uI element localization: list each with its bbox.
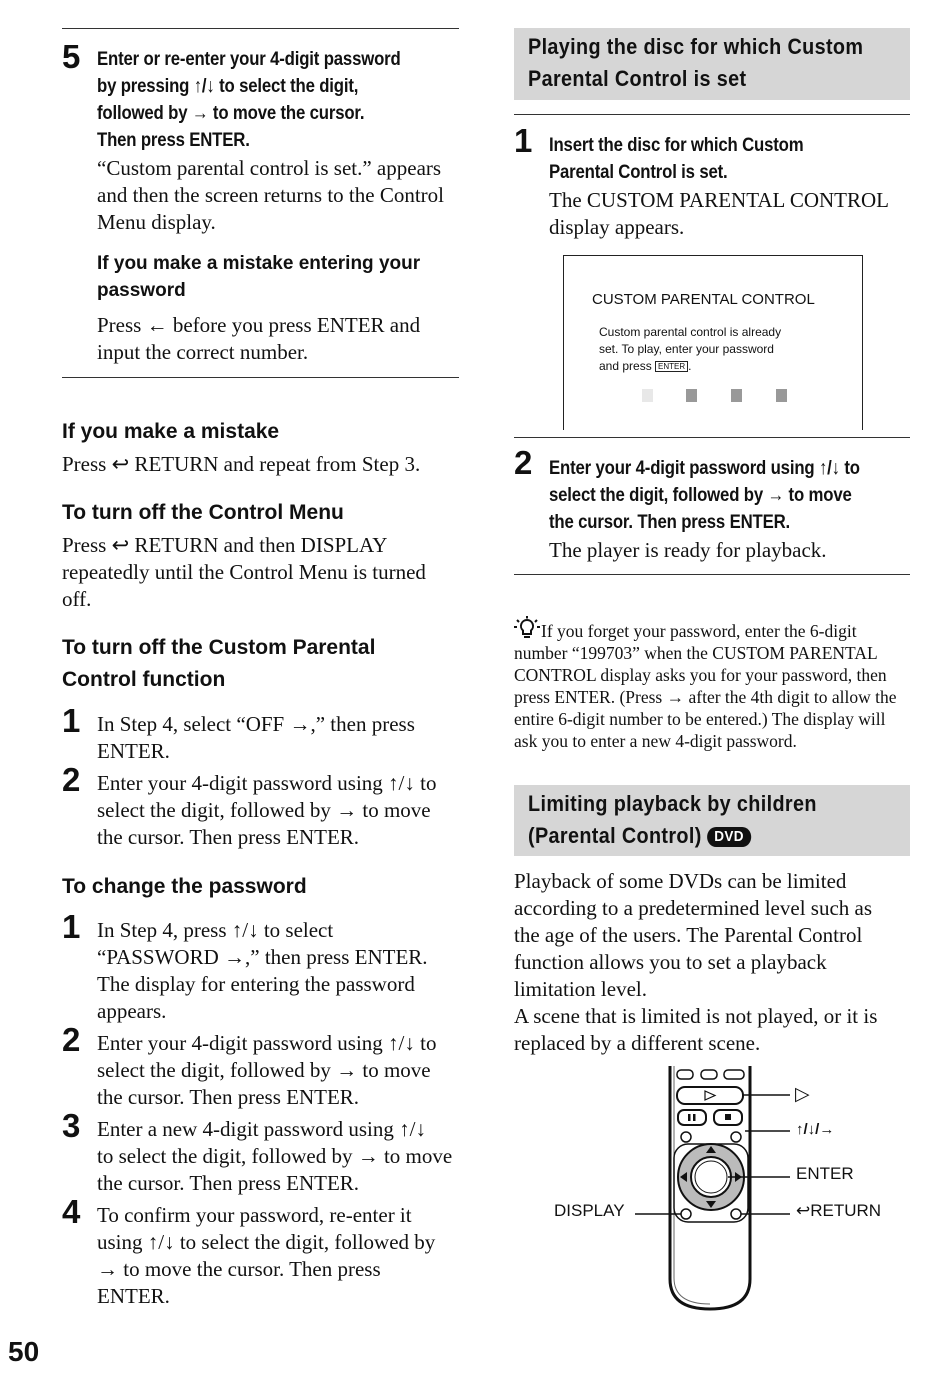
section-heading <box>62 632 375 696</box>
text-line: display appears. <box>549 215 685 239</box>
tip-text <box>514 620 897 752</box>
text-line: replaced by a different scene. <box>514 1031 761 1055</box>
step5-instruction <box>97 46 450 154</box>
text-line: A scene that is limited is not played, or it is <box>514 1004 878 1028</box>
divider <box>514 437 910 438</box>
screen-message <box>599 324 781 375</box>
step5-body <box>97 155 444 236</box>
text-line: CONTROL display asks you for your password, then <box>514 665 887 685</box>
parental-control-screen <box>563 255 863 430</box>
section-body <box>62 451 420 478</box>
text-line: Playing the disc for which Custom <box>528 34 864 59</box>
text-line: and press <box>599 359 652 373</box>
text-line: according to a predetermined level such as <box>514 896 873 920</box>
text-line: Enter your 4-digit password using ↑/↓ to <box>549 457 860 479</box>
step-number: 3 <box>62 1107 81 1144</box>
divider <box>62 377 459 378</box>
step5-mistake-body <box>97 312 420 366</box>
text-line: Enter your 4-digit password using ↑/↓ to <box>97 771 437 795</box>
dvd-badge: DVD <box>707 827 751 847</box>
text-line: the cursor. Then press ENTER. <box>549 511 791 533</box>
return-callout-label: ↩RETURN <box>796 1201 882 1220</box>
enter-key-icon: ENTER <box>655 361 688 372</box>
text-line: Press ↩ RETURN and then DISPLAY <box>62 533 388 557</box>
small-button <box>731 1132 741 1142</box>
text-line: the cursor. Then press ENTER. <box>97 1171 360 1195</box>
text-line: The display for entering the password <box>97 972 415 996</box>
text-line: Parental Control is set <box>528 66 747 91</box>
text-line: “PASSWORD →,” then press ENTER. <box>97 945 428 969</box>
divider <box>514 574 910 575</box>
step-number: 2 <box>62 761 81 798</box>
text-line: limitation level. <box>514 977 647 1001</box>
text-line: “Custom parental control is set.” appears <box>97 156 442 180</box>
section-body <box>514 868 877 1057</box>
step-instruction <box>549 455 910 536</box>
text-line: number “199703” when the CUSTOM PARENTAL <box>514 643 878 663</box>
text-line: the age of the users. The Parental Control <box>514 923 863 947</box>
step-body <box>549 187 889 241</box>
text-line: Press ← before you press ENTER and <box>97 313 421 337</box>
step-number: 5 <box>62 38 81 75</box>
text-line: entire 6-digit number to be entered.) The display will <box>514 709 886 729</box>
text-line: Playback of some DVDs can be limited <box>514 869 847 893</box>
step-text <box>97 1202 435 1310</box>
text-line: Press ↩ RETURN and repeat from Step 3. <box>62 452 421 476</box>
step-number: 1 <box>62 702 81 739</box>
text-line: Parental Control is set. <box>549 161 728 183</box>
password-digit-box <box>776 389 787 402</box>
text-line: (Parental Control) <box>528 823 702 848</box>
text-line: . <box>688 359 692 373</box>
text-line: Then press ENTER. <box>97 129 250 151</box>
text-line: to select the digit, followed by → to move <box>97 1144 453 1168</box>
text-line: Control function <box>62 668 226 691</box>
text-line: Menu display. <box>97 210 216 234</box>
step-number: 4 <box>62 1193 81 1230</box>
step-text <box>97 711 415 765</box>
section-body <box>62 532 426 613</box>
text-line: set. To play, enter your password <box>599 342 774 356</box>
text-line: password <box>97 280 186 301</box>
text-line: Enter a new 4-digit password using ↑/↓ <box>97 1117 426 1141</box>
section-title <box>528 31 901 95</box>
step-number: 2 <box>62 1021 81 1058</box>
password-digit-box <box>731 389 742 402</box>
text-line: → to move the cursor. Then press <box>97 1257 381 1281</box>
section-title <box>528 788 849 852</box>
display-button <box>681 1209 691 1219</box>
text-line: by pressing ↑/↓ to select the digit, <box>97 75 359 97</box>
screen-title: CUSTOM PARENTAL CONTROL <box>592 291 815 308</box>
text-line: ask you to enter a new 4-digit password. <box>514 731 797 751</box>
step-text <box>97 1116 452 1197</box>
text-line: using ↑/↓ to select the digit, followed by <box>97 1230 436 1254</box>
remote-control-illustration <box>540 1064 920 1314</box>
password-digit-box <box>642 389 653 402</box>
text-line: the cursor. Then press ENTER. <box>97 825 360 849</box>
arrows-callout-label: ↑/↓/→ <box>796 1121 835 1138</box>
password-digit-box <box>686 389 697 402</box>
section-heading: If you make a mistake <box>62 420 280 443</box>
text-line: select the digit, followed by → to move <box>97 1058 431 1082</box>
text-line: The player is ready for playback. <box>549 538 827 562</box>
section-heading: To change the password <box>62 875 307 898</box>
text-line: Limiting playback by children <box>528 791 817 816</box>
text-line: If you forget your password, enter the 6-digit <box>541 621 857 641</box>
text-line: select the digit, followed by → to move <box>97 798 431 822</box>
text-line: repeatedly until the Control Menu is turned <box>62 560 426 584</box>
play-callout-label: ▷ <box>795 1084 810 1105</box>
text-line: To turn off the Custom Parental <box>62 636 376 659</box>
enter-callout-label: ENTER <box>796 1164 854 1183</box>
step-instruction <box>549 132 845 186</box>
text-line: press ENTER. (Press → after the 4th digit to allow the <box>514 687 897 707</box>
text-line: ENTER. <box>97 1284 170 1308</box>
small-button <box>681 1132 691 1142</box>
divider <box>514 114 910 115</box>
step-body <box>549 537 827 564</box>
section-title-band <box>514 785 910 856</box>
text-line: If you make a mistake entering your <box>97 253 421 274</box>
text-line: Enter or re-enter your 4-digit password <box>97 48 401 70</box>
step-number: 1 <box>514 122 533 159</box>
text-line: followed by → to move the cursor. <box>97 102 365 124</box>
text-line: and then the screen returns to the Control <box>97 183 444 207</box>
step-number: 1 <box>62 908 81 945</box>
step-number: 2 <box>514 444 533 481</box>
step-text <box>97 917 428 1025</box>
section-title-band <box>514 28 910 100</box>
page-number: 50 <box>8 1336 40 1367</box>
step-text <box>97 770 436 851</box>
text-line: In Step 4, select “OFF →,” then press <box>97 712 415 736</box>
text-line: Enter your 4-digit password using ↑/↓ to <box>97 1031 437 1055</box>
text-line: Custom parental control is already <box>599 325 782 339</box>
text-line: select the digit, followed by → to move <box>549 484 852 506</box>
text-line: To confirm your password, re-enter it <box>97 1203 412 1227</box>
text-line: the cursor. Then press ENTER. <box>97 1085 360 1109</box>
text-line: Insert the disc for which Custom <box>549 134 804 156</box>
text-line: The CUSTOM PARENTAL CONTROL <box>549 188 889 212</box>
text-line: off. <box>62 587 92 611</box>
display-callout-label: DISPLAY <box>554 1201 625 1220</box>
section-heading: To turn off the Control Menu <box>62 501 344 524</box>
text-line: input the correct number. <box>97 340 309 364</box>
step-text <box>97 1030 436 1111</box>
top-rule-left <box>62 28 459 29</box>
step5-mistake-heading <box>97 250 420 304</box>
text-line: appears. <box>97 999 167 1023</box>
text-line: ENTER. <box>97 739 170 763</box>
text-line: function allows you to set a playback <box>514 950 827 974</box>
return-button <box>731 1209 741 1219</box>
text-line: In Step 4, press ↑/↓ to select <box>97 918 334 942</box>
